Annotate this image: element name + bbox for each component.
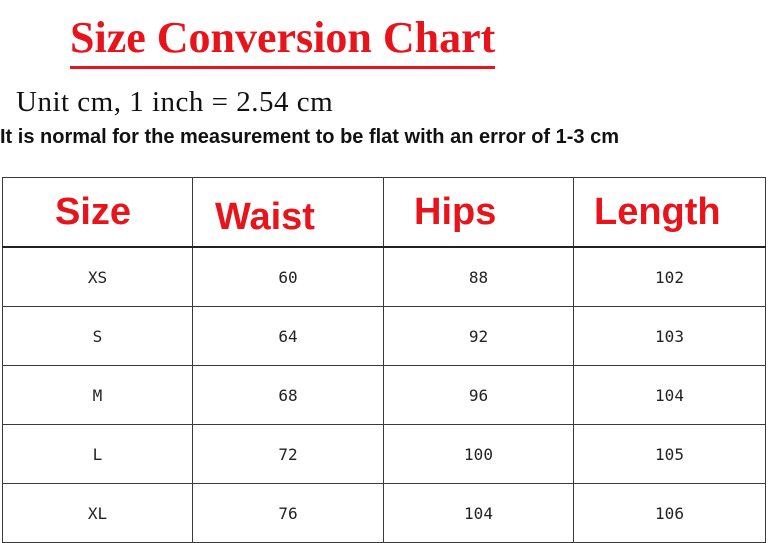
measurement-note: It is normal for the measurement to be flat with an error of 1-3 cm [0,126,620,148]
header-size: Size [3,178,193,248]
cell-length: 105 [574,425,766,484]
header-hips: Hips [384,178,574,248]
cell-hips: 96 [384,366,574,425]
cell-length: 104 [574,366,766,425]
cell-size: XS [3,247,193,307]
cell-size: S [3,307,193,366]
cell-hips: 104 [384,484,574,543]
cell-waist: 60 [193,247,384,307]
cell-size: M [3,366,193,425]
cell-hips: 100 [384,425,574,484]
table-row [3,484,766,543]
cell-length: 102 [574,247,766,307]
table-row [3,366,766,425]
table-row [3,247,766,307]
cell-length: 103 [574,307,766,366]
cell-length: 106 [574,484,766,543]
header-length: Length [574,178,766,248]
table-row [3,307,766,366]
cell-size: XL [3,484,193,543]
cell-size: L [3,425,193,484]
table-row [3,425,766,484]
unit-info: Unit cm, 1 inch = 2.54 cm [16,86,334,118]
table-header-row [3,178,766,248]
page-title: Size Conversion Chart [70,10,495,69]
cell-waist: 68 [193,366,384,425]
cell-hips: 92 [384,307,574,366]
header-waist: Waist [193,178,384,248]
cell-hips: 88 [384,247,574,307]
cell-waist: 64 [193,307,384,366]
cell-waist: 72 [193,425,384,484]
size-table [2,177,766,543]
cell-waist: 76 [193,484,384,543]
